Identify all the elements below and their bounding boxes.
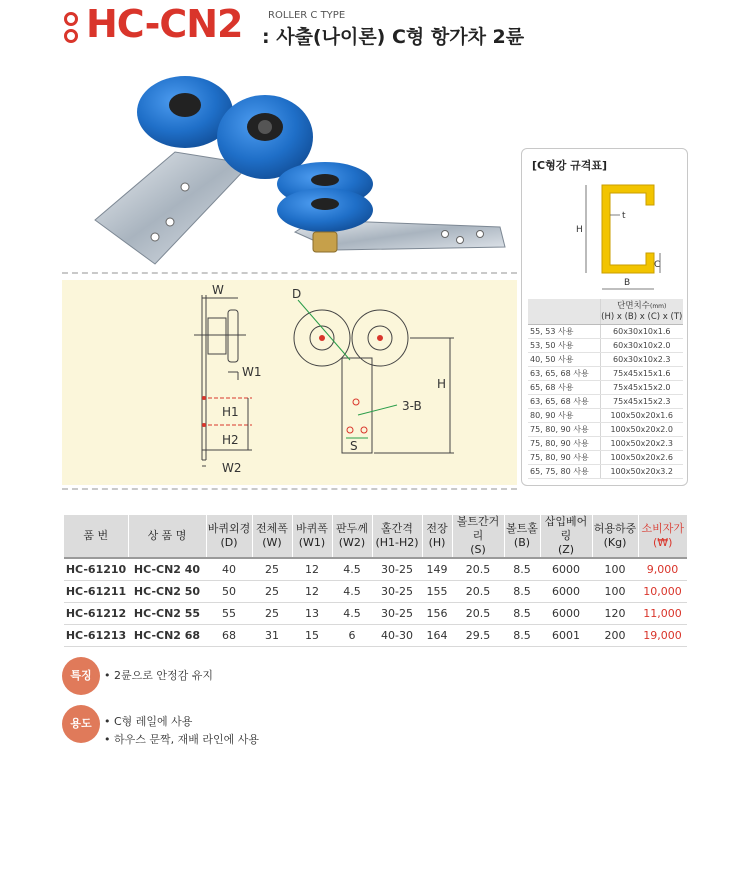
spec-row: 63, 65, 68 사용 75x45x15x1.6 xyxy=(528,367,683,381)
spec-row: 40, 50 사용 60x30x10x2.3 xyxy=(528,353,683,367)
col-hole-spacing: 홀간격 (H1-H2) xyxy=(372,515,422,558)
spec-row: 65, 68 사용 75x45x15x2.0 xyxy=(528,381,683,395)
table-row: HC-61210 HC-CN2 40 40 25 12 4.5 30-25 149 20.5 8.5 6000 100 9,000 xyxy=(64,558,687,580)
uses-list xyxy=(104,713,259,749)
col-load: 허용하중 (Kg) xyxy=(592,515,638,558)
fig-label-t: t xyxy=(622,211,626,221)
col-product-name: 상 품 명 xyxy=(128,515,206,558)
table-row: HC-61212 HC-CN2 55 55 25 13 4.5 30-25 156 20.5 8.5 6000 120 11,000 xyxy=(64,602,687,624)
features-badge: 특징 xyxy=(62,657,100,695)
type-korean: : 사출(나이론) C형 항가차 2륜 xyxy=(262,26,525,48)
label-w2: W2 xyxy=(222,461,242,475)
separator-top xyxy=(62,272,517,274)
label-w: W xyxy=(212,283,224,297)
list-item: • 하우스 문짝, 재배 라인에 사용 xyxy=(104,731,259,749)
spec-row: 53, 50 사용 60x30x10x2.0 xyxy=(528,339,683,353)
col-price: 소비자가 (₩) xyxy=(638,515,687,558)
model-title: HC-CN2 xyxy=(86,2,243,46)
col-bolt-hole: 볼트홀 (B) xyxy=(504,515,540,558)
drawing-svg xyxy=(62,280,517,485)
spec-table xyxy=(528,299,683,479)
col-bearing: 삽입베어링 (Z) xyxy=(540,515,592,558)
spec-row: 80, 90 사용 100x50x20x1.6 xyxy=(528,409,683,423)
product-photo xyxy=(85,72,515,272)
list-item: • C형 레일에 사용 xyxy=(104,713,259,731)
fig-label-c: C xyxy=(654,260,661,270)
col-plate-thickness: 판두께 (W2) xyxy=(332,515,372,558)
spec-row: 75, 80, 90 사용 100x50x20x2.3 xyxy=(528,437,683,451)
fig-label-h: H xyxy=(576,225,583,235)
spec-row: 75, 80, 90 사용 100x50x20x2.6 xyxy=(528,451,683,465)
col-wheel-diameter: 바퀴외경 (D) xyxy=(206,515,252,558)
table-row: HC-61211 HC-CN2 50 50 25 12 4.5 30-25 155 20.5 8.5 6000 100 10,000 xyxy=(64,580,687,602)
features-list xyxy=(104,667,213,685)
col-part-number: 품 번 xyxy=(64,515,128,558)
spec-dim-header: 단면치수(mm) (H) x (B) x (C) x (T) xyxy=(600,299,683,325)
spec-row: 75, 80, 90 사용 100x50x20x2.0 xyxy=(528,423,683,437)
page-header xyxy=(0,0,730,60)
spec-row: 65, 75, 80 사용 100x50x20x3.2 xyxy=(528,465,683,479)
spec-row: 55, 53 사용 60x30x10x1.6 xyxy=(528,325,683,339)
type-english: ROLLER C TYPE xyxy=(268,10,346,21)
c-steel-figure xyxy=(536,177,676,292)
fig-label-b: B xyxy=(624,278,631,288)
label-h: H xyxy=(437,377,447,391)
label-d: D xyxy=(292,287,302,301)
label-3b: 3-B xyxy=(402,399,422,413)
list-item: • 2륜으로 안정감 유지 xyxy=(104,667,213,685)
col-total-width: 전체폭 (W) xyxy=(252,515,292,558)
col-length: 전장 (H) xyxy=(422,515,452,558)
product-table xyxy=(64,515,687,647)
technical-drawing xyxy=(62,280,517,485)
col-wheel-width: 바퀴폭 (W1) xyxy=(292,515,332,558)
spec-row: 63, 65, 68 사용 75x45x15x2.3 xyxy=(528,395,683,409)
uses-badge: 용도 xyxy=(62,705,100,743)
separator-bottom xyxy=(62,488,517,490)
c-steel-spec-box xyxy=(521,148,688,486)
label-h2: H2 xyxy=(222,433,239,447)
logo-circles-icon xyxy=(64,12,78,46)
label-w1: W1 xyxy=(242,365,262,379)
label-s: S xyxy=(350,439,358,453)
label-h1: H1 xyxy=(222,405,239,419)
col-bolt-distance: 볼트간거리 (S) xyxy=(452,515,504,558)
table-row: HC-61213 HC-CN2 68 68 31 15 6 40-30 164 29.5 8.5 6001 200 19,000 xyxy=(64,624,687,646)
product-table-header xyxy=(64,515,687,558)
spec-title: [C형강 규격표] xyxy=(532,159,608,172)
